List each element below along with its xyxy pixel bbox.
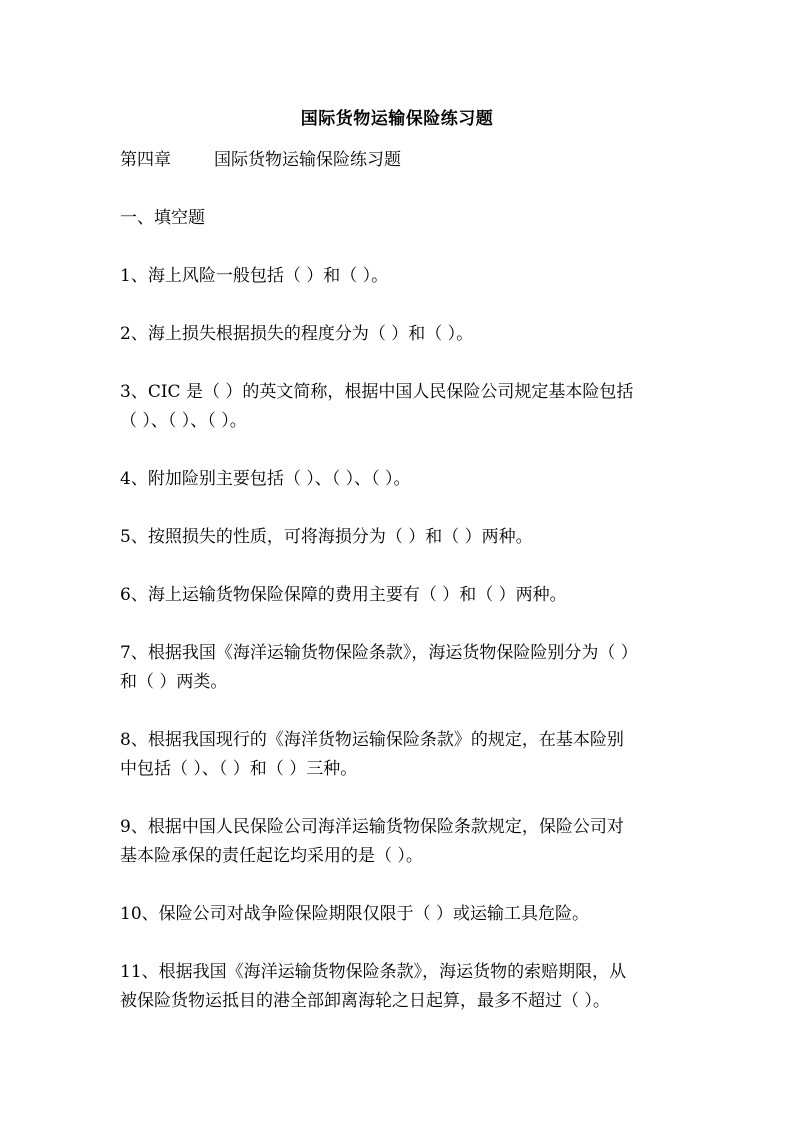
question-item [120,900,680,929]
question-text-line: 7、根据我国《海洋运输货物保险条款》，海运货物保险险别分为（ ） [120,643,638,663]
question-item [120,378,680,436]
question-item [120,262,680,291]
question-item [120,320,680,349]
question-text-line: 8、根据我国现行的《海洋货物运输保险条款》的规定，在基本险别 [120,730,624,750]
chapter-heading [120,145,401,170]
question-text-line: （ ）、（ ）、（ ）。 [120,411,247,431]
question-item [120,813,680,871]
document-title: 国际货物运输保险练习题 [300,109,494,129]
question-text-line: 5、按照损失的性质，可将海损分为（ ）和（ ）两种。 [120,527,533,547]
question-item [120,581,680,610]
question-text-line: 10、保险公司对战争险保险期限仅限于（ ）或运输工具危险。 [120,904,590,924]
question-item [120,958,680,1016]
question-text-line: 6、海上运输货物保险保障的费用主要有（ ）和（ ）两种。 [120,585,567,605]
question-text-line: 9、根据中国人民保险公司海洋运输货物保险条款规定，保险公司对 [120,817,624,837]
question-item [120,523,680,552]
question-list [120,262,680,1045]
question-text-line: 3、CIC 是（ ）的英文简称，根据中国人民保险公司规定基本险包括 [120,382,634,402]
question-text-line: 2、海上损失根据损失的程度分为（ ）和（ ）。 [120,324,474,344]
question-item [120,639,680,697]
chapter-number: 第四章 [120,150,171,170]
chapter-name: 国际货物运输保险练习题 [214,150,401,170]
question-text-line: 1、海上风险一般包括（ ）和（ ）。 [120,266,389,286]
question-item [120,726,680,784]
question-text-line: 11、根据我国《海洋运输货物保险条款》，海运货物的索赔期限，从 [120,962,627,982]
question-item [120,465,680,494]
question-text-line: 4、附加险别主要包括（ ）、（ ）、（ ）。 [120,469,411,489]
question-text-line: 基本险承保的责任起讫均采用的是（ ）。 [120,846,423,866]
section-heading: 一、填空题 [120,208,205,228]
question-text-line: 中包括（ ）、（ ）和（ ）三种。 [120,759,358,779]
question-text-line: 和（ ）两类。 [120,672,228,692]
question-text-line: 被保险货物运抵目的港全部卸离海轮之日起算，最多不超过（ ）。 [120,991,610,1011]
